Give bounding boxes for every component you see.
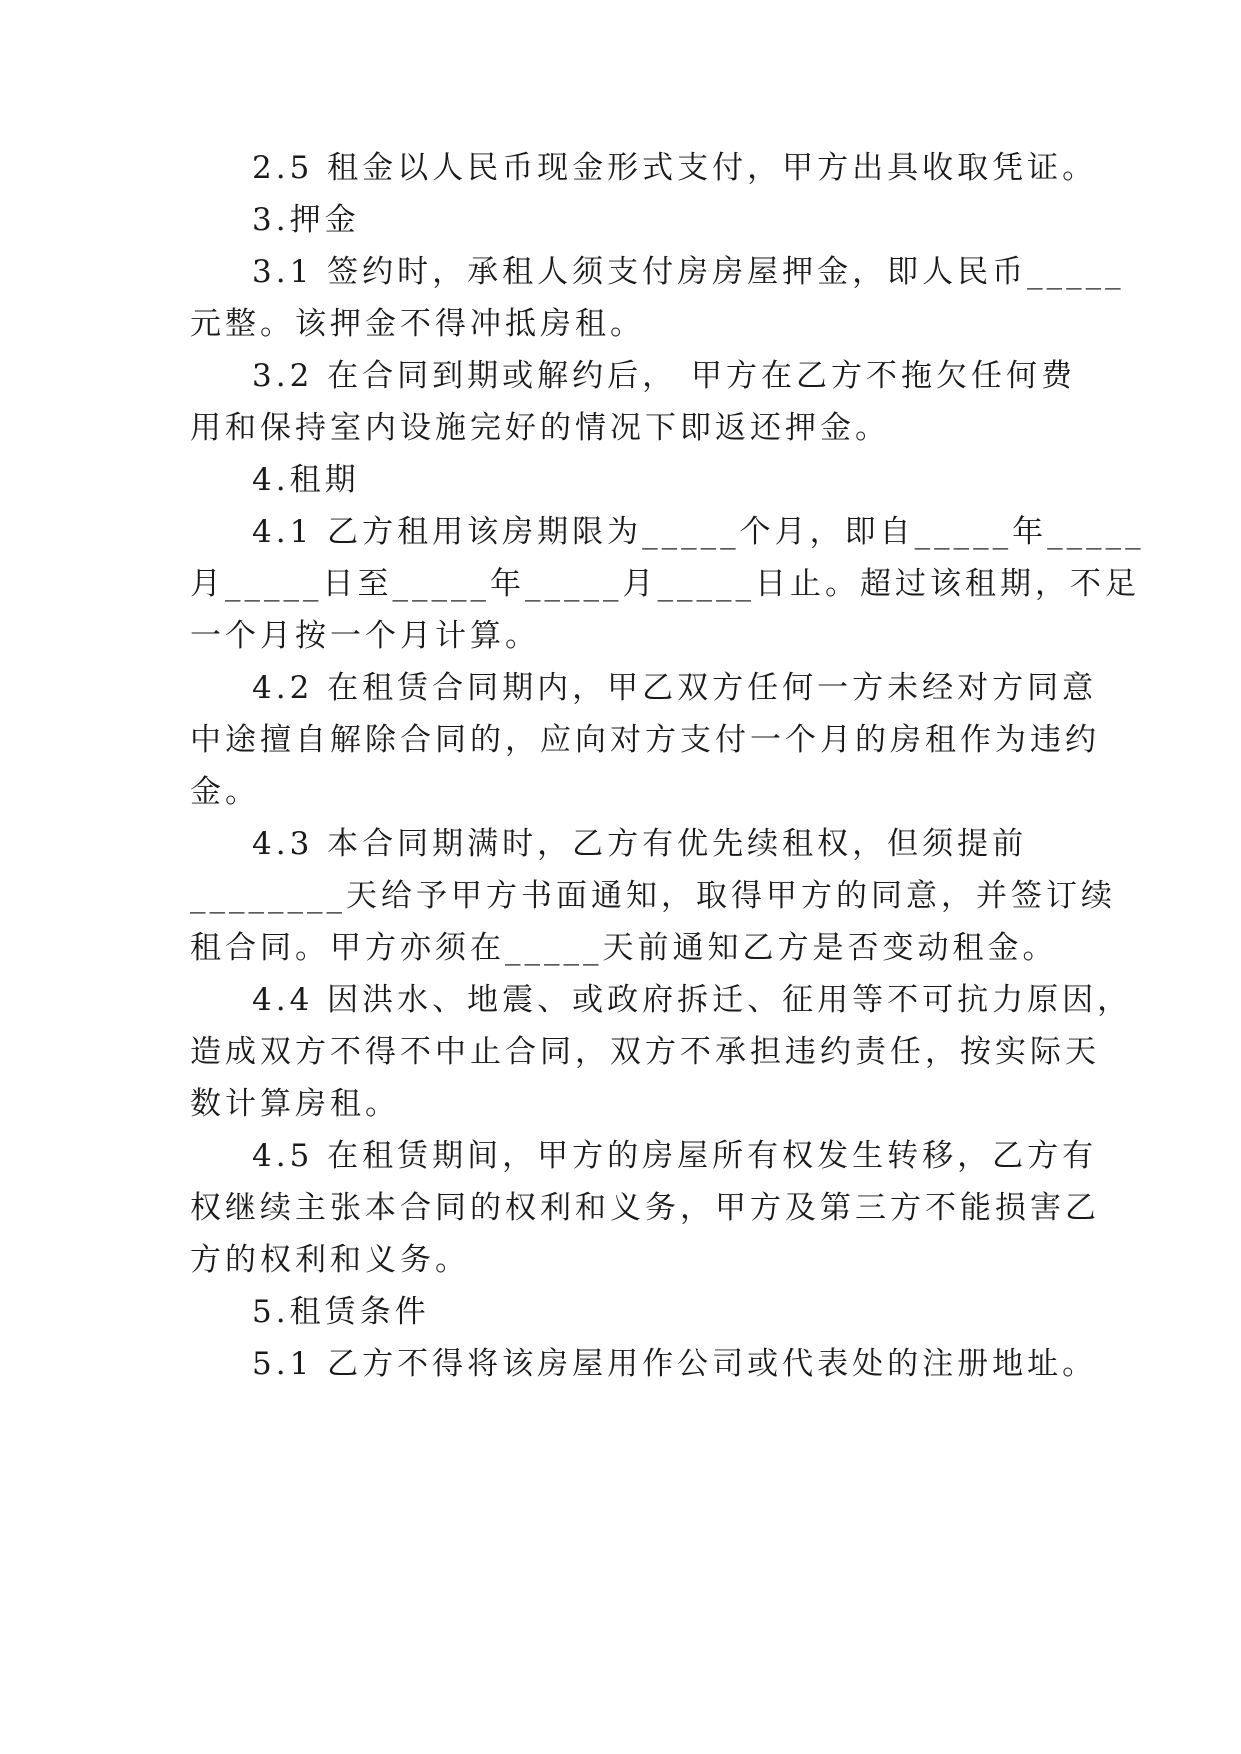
text-line: 中途擅自解除合同的，应向对方支付一个月的房租作为违约 (190, 722, 1100, 758)
text-line: 元整。该押金不得冲抵房租。 (190, 306, 645, 342)
text-line: 3.2 在合同到期或解约后， 甲方在乙方不拖欠任何费 (252, 358, 1077, 394)
text-line: 权继续主张本合同的权利和义务，甲方及第三方不能损害乙 (190, 1190, 1100, 1226)
text-line: 4.5 在租赁期间，甲方的房屋所有权发生转移，乙方有 (252, 1138, 1098, 1174)
text-line: 2.5 租金以人民币现金形式支付，甲方出具收取凭证。 (252, 150, 1098, 186)
text-line: 月_____日至_____年_____月_____日止。超过该租期，不足 (190, 566, 1140, 602)
text-line: 造成双方不得不中止合同，双方不承担违约责任，按实际天 (190, 1034, 1100, 1070)
text-line: 3.1 签约时，承租人须支付房房屋押金，即人民币_____ (252, 254, 1125, 290)
text-line: ________天给予甲方书面通知，取得甲方的同意，并签订续 (190, 878, 1116, 914)
text-line: 4.3 本合同期满时，乙方有优先续租权，但须提前 (252, 826, 1028, 862)
text-line: 4.4 因洪水、地震、或政府拆迁、征用等不可抗力原因， (252, 982, 1133, 1018)
section-heading: 5.租赁条件 (252, 1294, 430, 1330)
text-line: 一个月按一个月计算。 (190, 618, 540, 654)
text-line: 4.2 在租赁合同期内，甲乙双方任何一方未经对方同意 (252, 670, 1098, 706)
text-line: 5.1 乙方不得将该房屋用作公司或代表处的注册地址。 (252, 1346, 1098, 1382)
section-heading: 3.押金 (252, 202, 360, 238)
text-line: 租合同。甲方亦须在_____天前通知乙方是否变动租金。 (190, 930, 1058, 966)
text-line: 数计算房租。 (190, 1086, 400, 1122)
section-heading: 4.租期 (252, 462, 360, 498)
text-line: 方的权利和义务。 (190, 1242, 470, 1278)
text-line: 用和保持室内设施完好的情况下即返还押金。 (190, 410, 890, 446)
text-line: 4.1 乙方租用该房期限为_____个月，即自_____年_____ (252, 514, 1145, 550)
text-line: 金。 (190, 774, 260, 810)
